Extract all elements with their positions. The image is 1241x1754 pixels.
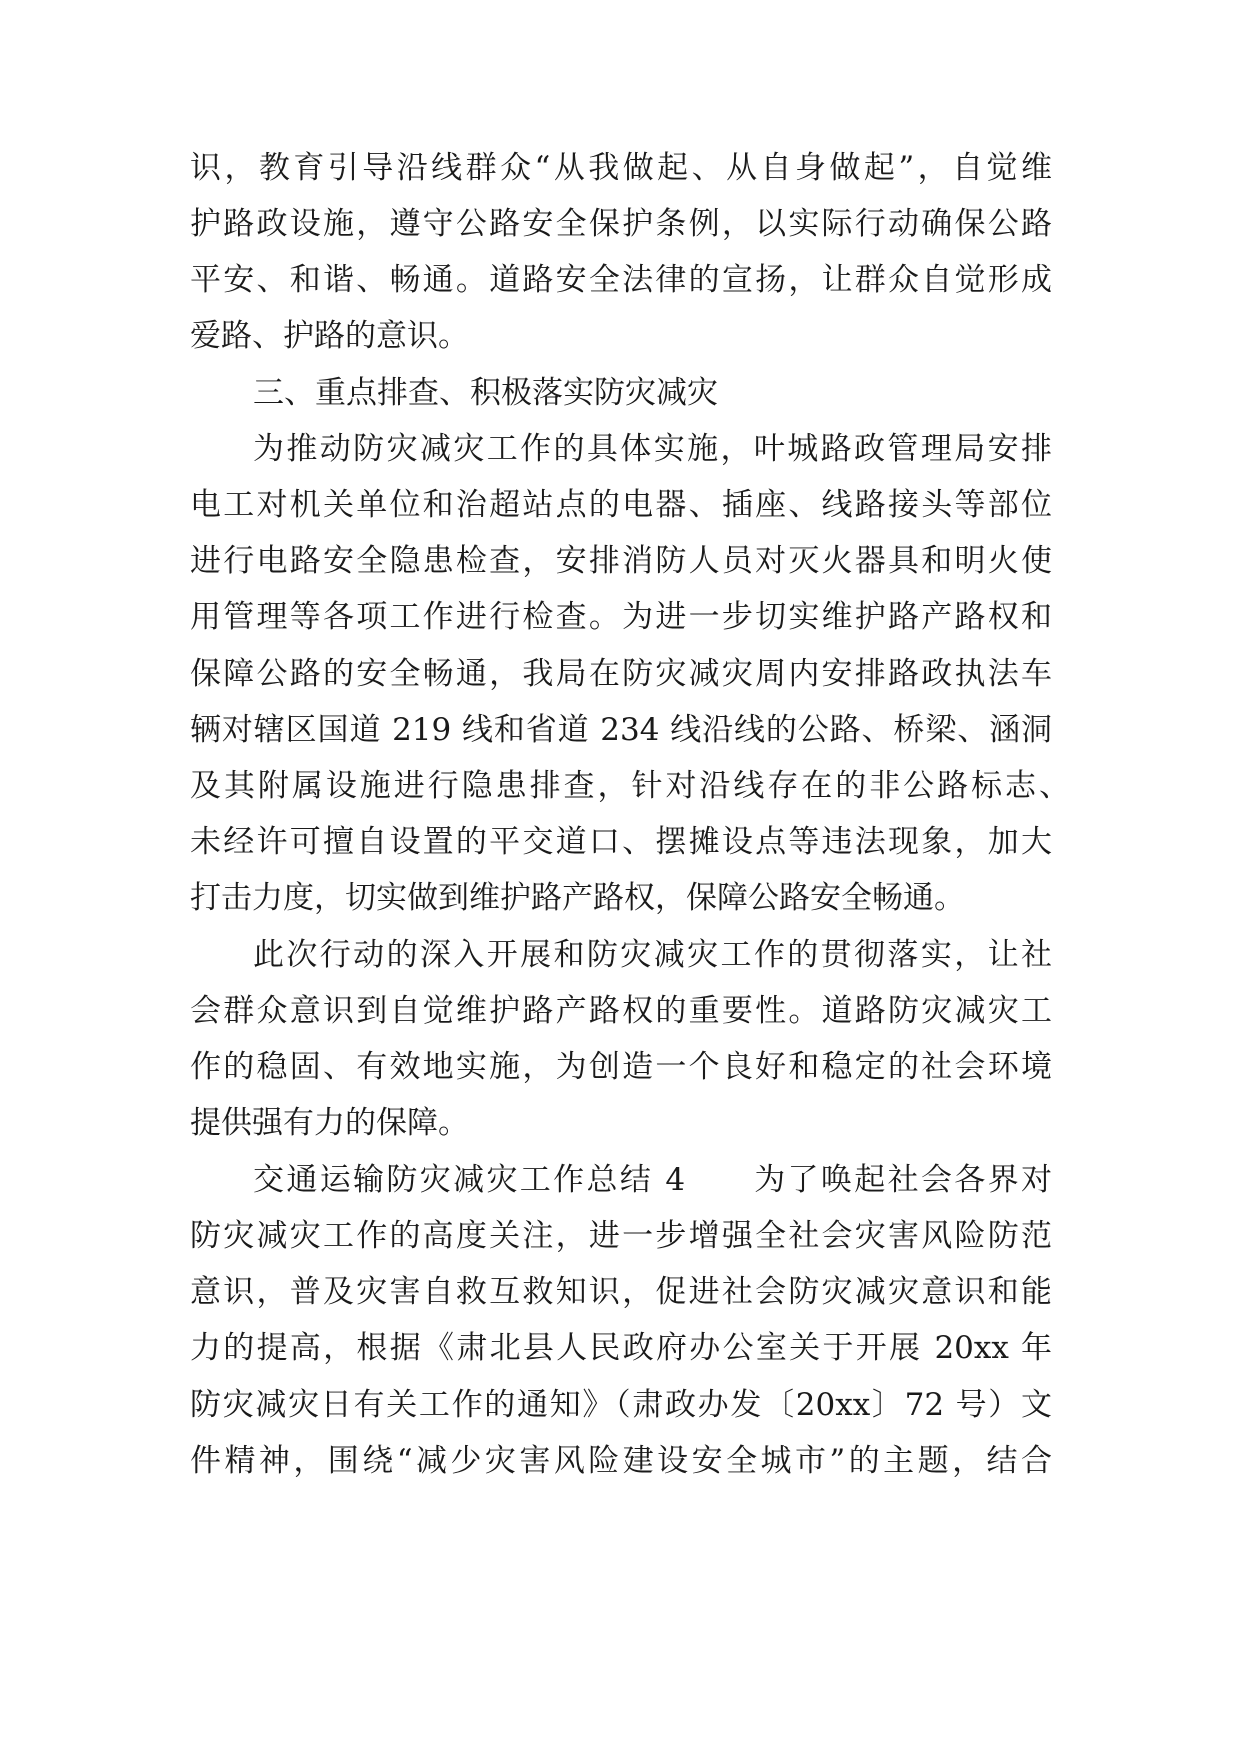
paragraph-line: 打击力度，切实做到维护路产路权，保障公路安全畅通。	[190, 880, 965, 916]
paragraph-line: 件精神，围绕“减少灾害风险建设安全城市”的主题，结合	[190, 1443, 1052, 1479]
paragraph-line: 辆对辖区国道 219 线和省道 234 线沿线的公路、桥梁、涵洞	[190, 712, 1052, 748]
paragraph-line: 交通运输防灾减灾工作总结 4 为了唤起社会各界对	[253, 1162, 1052, 1198]
paragraph-line: 识，教育引导沿线群众“从我做起、从自身做起”，自觉维	[190, 150, 1052, 186]
paragraph-line: 用管理等各项工作进行检查。为进一步切实维护路产路权和	[190, 599, 1052, 635]
paragraph-line: 防灾减灾日有关工作的通知》（肃政办发〔20xx〕72 号）文	[190, 1387, 1052, 1423]
paragraph-line: 作的稳固、有效地实施，为创造一个良好和稳定的社会环境	[190, 1049, 1052, 1085]
paragraph-line: 未经许可擅自设置的平交道口、摆摊设点等违法现象，加大	[190, 824, 1052, 860]
paragraph-line: 护路政设施，遵守公路安全保护条例，以实际行动确保公路	[190, 206, 1052, 242]
paragraph-line: 为推动防灾减灾工作的具体实施，叶城路政管理局安排	[253, 431, 1052, 467]
paragraph-line: 及其附属设施进行隐患排查，针对沿线存在的非公路标志、	[190, 768, 1070, 804]
paragraph-line: 保障公路的安全畅通，我局在防灾减灾周内安排路政执法车	[190, 656, 1052, 692]
paragraph-line: 进行电路安全隐患检查，安排消防人员对灭火器具和明火使	[190, 543, 1052, 579]
paragraph-line: 电工对机关单位和治超站点的电器、插座、线路接头等部位	[190, 487, 1052, 523]
paragraph-line: 提供强有力的保障。	[190, 1105, 469, 1141]
paragraph-line: 意识，普及灾害自救互救知识，促进社会防灾减灾意识和能	[190, 1274, 1052, 1310]
paragraph-line: 爱路、护路的意识。	[190, 318, 469, 354]
section-heading: 三、重点排查、积极落实防灾减灾	[253, 375, 718, 411]
paragraph-line: 平安、和谐、畅通。道路安全法律的宣扬，让群众自觉形成	[190, 262, 1052, 298]
paragraph-line: 会群众意识到自觉维护路产路权的重要性。道路防灾减灾工	[190, 993, 1052, 1029]
paragraph-line: 防灾减灾工作的高度关注，进一步增强全社会灾害风险防范	[190, 1218, 1052, 1254]
paragraph-line: 此次行动的深入开展和防灾减灾工作的贯彻落实，让社	[253, 937, 1052, 973]
paragraph-line: 力的提高，根据《肃北县人民政府办公室关于开展 20xx 年	[190, 1330, 1052, 1366]
